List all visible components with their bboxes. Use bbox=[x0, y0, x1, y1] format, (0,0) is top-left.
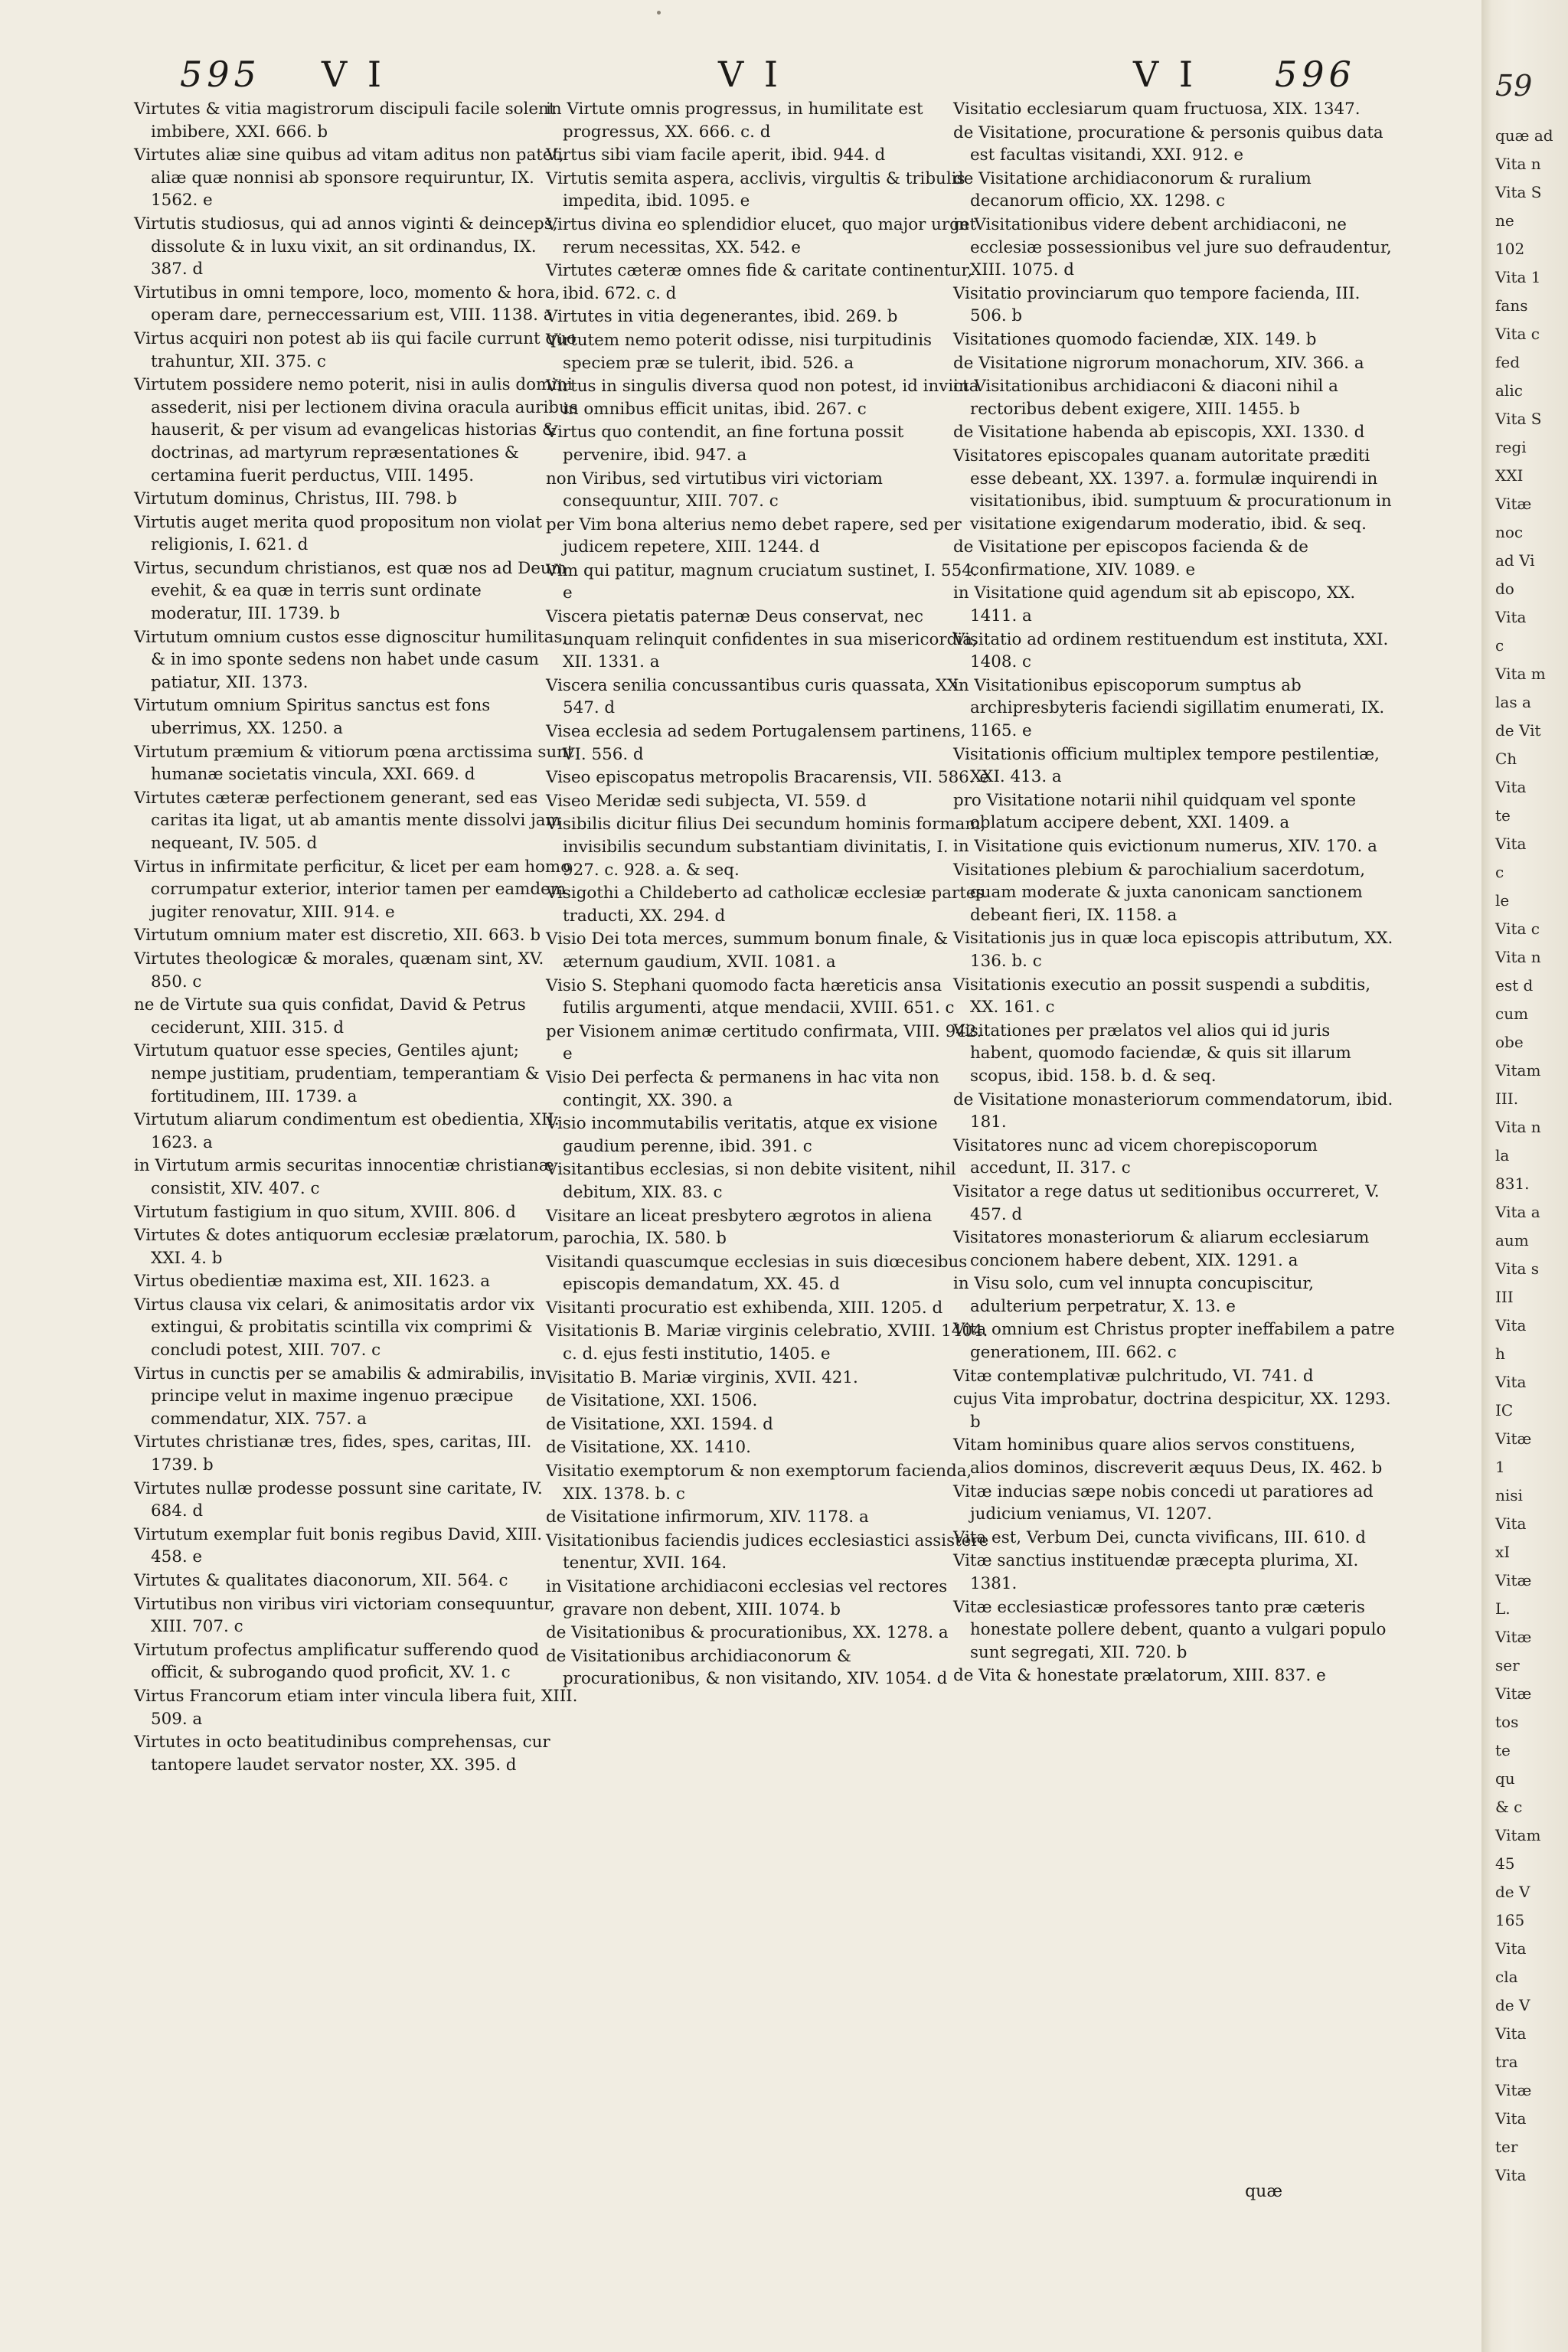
index-entry: in Visitationibus videre debent archidiaconi, ne ecclesiæ possessionibus vel jure suo defraudentur, XIII. 1075. d bbox=[953, 214, 1392, 280]
index-entry: non Viribus, sed virtutibus viri victoriam consequuntur, XIII. 707. c bbox=[546, 469, 883, 511]
index-entry: Visigothi a Childeberto ad catholicæ ecclesiæ partes traducti, XX. 294. d bbox=[546, 884, 985, 926]
index-entry: Visitatio B. Mariæ virginis, XVII. 421. bbox=[546, 1367, 858, 1387]
next-page-fragment: Vita s bbox=[1495, 1259, 1540, 1278]
next-page-fragment: Vitæ bbox=[1495, 1628, 1532, 1646]
index-entry: de Visitatione, procuratione & personis quibus data est facultas visitandi, XXI. 912. e bbox=[953, 122, 1383, 165]
index-entry: Virtutum omnium Spiritus sanctus est fons uberrimus, XX. 1250. a bbox=[134, 696, 491, 739]
index-entry: Virtutem nemo poterit odisse, nisi turpitudinis speciem præ se tulerit, ibid. 526. a bbox=[546, 330, 933, 373]
index-entry: Virtutes in vitia degenerantes, ibid. 269. b bbox=[546, 307, 898, 327]
index-entry: Viscera senilia concussantibus curis quassata, XX. 547. d bbox=[546, 675, 965, 718]
left-page-number: 595 bbox=[180, 54, 261, 95]
index-entry: Visitationes quomodo faciendæ, XIX. 149. b bbox=[953, 329, 1317, 349]
index-entry: Visitatores nunc ad vicem chorepiscoporum accedunt, II. 317. c bbox=[953, 1135, 1318, 1178]
next-page-number: 59 bbox=[1495, 69, 1533, 103]
index-entry: Virtutes in octo beatitudinibus comprehensas, cur tantopere laudet servator noster, XX. 395. d bbox=[134, 1733, 550, 1775]
next-page-fragment: noc bbox=[1495, 523, 1524, 541]
index-entry: Virtus Francorum etiam inter vincula libera fuit, XIII. 509. a bbox=[134, 1686, 578, 1729]
next-page-fragment: Vita c bbox=[1495, 325, 1540, 343]
next-page-fragment: 165 bbox=[1495, 1911, 1525, 1929]
index-entry: de Visitatione monasteriorum commendatorum, ibid. 181. bbox=[953, 1089, 1393, 1132]
next-page-fragment: Vita S bbox=[1495, 183, 1542, 201]
index-entry: in Visitatione quid agendum sit ab episcopo, XX. 1411. a bbox=[953, 583, 1356, 626]
next-page-fragment: Vita bbox=[1495, 2166, 1527, 2184]
index-entry: Visitationis jus in quæ loca episcopis attributum, XX. 136. b. c bbox=[953, 929, 1393, 971]
index-entry: Visitantibus ecclesias, si non debite visitent, nihil debitum, XIX. 83. c bbox=[546, 1160, 956, 1202]
index-entry: Virtutis semita aspera, acclivis, virgultis & tribulis impedita, ibid. 1095. e bbox=[546, 168, 965, 211]
next-page-fragment: Vita bbox=[1495, 1514, 1527, 1533]
next-page-fragment: Vita n bbox=[1495, 948, 1541, 966]
next-page-fragment: qu bbox=[1495, 1769, 1515, 1788]
index-entry: Virtutem possidere nemo poterit, nisi in aulis domini assederit, nisi per lectionem divina oracula auribus hauserit, & per visum ad evangelicas historias & doctrinas, ad martyrum repræsentationes & certamina fuerit perductus, VIII. 1495. bbox=[134, 375, 578, 485]
index-entry: Visitationibus faciendis judices ecclesiastici assistere tenentur, XVII. 164. bbox=[546, 1530, 989, 1573]
index-entry: de Visitatione infirmorum, XIV. 1178. a bbox=[546, 1508, 869, 1527]
next-page-fragment: III. bbox=[1495, 1089, 1519, 1108]
next-page-fragment: XXI bbox=[1495, 466, 1524, 485]
next-page-fragment: h bbox=[1495, 1344, 1505, 1363]
next-page-fragment: Vita bbox=[1495, 778, 1527, 796]
next-page-fragment: le bbox=[1495, 891, 1510, 910]
next-page-fragment: las a bbox=[1495, 693, 1531, 711]
next-page-fragment: te bbox=[1495, 1741, 1511, 1759]
middle-running-heading: V I bbox=[718, 54, 783, 95]
index-entry: Visitatio provinciarum quo tempore facienda, III. 506. b bbox=[953, 283, 1361, 326]
next-page-fragment: Vita bbox=[1495, 1373, 1527, 1391]
next-page-fragment: IC bbox=[1495, 1401, 1514, 1419]
index-entry: Virtus, secundum christianos, est quæ nos ad Deum evehit, & ea quæ in terris sunt ordinate moderatur, III. 1739. b bbox=[134, 558, 567, 624]
next-page-edge bbox=[1481, 0, 1568, 2352]
next-page-fragment: ter bbox=[1495, 2138, 1518, 2156]
index-entry: Virtutes & vitia magistrorum discipuli facile solent imbibere, XXI. 666. b bbox=[134, 100, 556, 142]
next-page-fragment: de V bbox=[1495, 1996, 1530, 2014]
index-entry: de Visitatione nigrorum monachorum, XIV. 366. a bbox=[953, 353, 1364, 373]
index-entry: Virtus in infirmitate perficitur, & licet per eam homo corrumpatur exterior, interior tamen per eamdem jugiter renovatur, XIII. 914. e bbox=[134, 857, 571, 922]
index-entry: Viseo Meridæ sedi subjecta, VI. 559. d bbox=[546, 791, 867, 811]
index-entry: in Visitationibus episcoporum sumptus ab archipresbyteris faciendi sigillatim enumerati, IX. 1165. e bbox=[953, 675, 1385, 741]
index-entry: Virtutum omnium mater est discretio, XII. 663. b bbox=[134, 926, 541, 946]
index-entry: Virtus clausa vix celari, & animositatis ardor vix extingui, & probitatis scintilla vix comprimi & concludi potest, XIII. 707. c bbox=[134, 1295, 535, 1361]
next-page-fragment: Vitam bbox=[1495, 1061, 1541, 1080]
next-page-fragment: 831. bbox=[1495, 1174, 1530, 1193]
next-page-fragment: ad Vi bbox=[1495, 551, 1535, 570]
next-page-fragment: Vita S bbox=[1495, 410, 1542, 428]
index-entry: Visitationis officium multiplex tempore pestilentiæ, XXI. 413. a bbox=[953, 744, 1380, 787]
index-entry: Visea ecclesia ad sedem Portugalensem partinens, VI. 556. d bbox=[546, 722, 966, 764]
index-entry: per Visionem animæ certitudo confirmata, VIII. 942. e bbox=[546, 1021, 982, 1064]
index-entry: Virtutum fastigium in quo situm, XVIII. 806. d bbox=[134, 1202, 516, 1222]
index-entry: Virtus in cunctis per se amabilis & admirabilis, in principe velut in maxime ingenuo præcipue commendatur, XIX. 757. a bbox=[134, 1364, 546, 1429]
index-entry: Virtutum dominus, Christus, III. 798. b bbox=[134, 489, 457, 509]
index-entry: Visio incommutabilis veritatis, atque ex visione gaudium perenne, ibid. 391. c bbox=[546, 1114, 938, 1156]
index-entry: Vitæ inducias sæpe nobis concedi ut paratiores ad judicium veniamus, VI. 1207. bbox=[953, 1481, 1374, 1524]
index-entry: Virtus in singulis diversa quod non potest, id invicta in omnibus efficit unitas, ibid. 267. c bbox=[546, 377, 979, 419]
next-page-fragment: alic bbox=[1495, 381, 1523, 400]
next-page-fragment: Vita n bbox=[1495, 155, 1541, 173]
index-entry: Vitæ ecclesiasticæ professores tanto præ cæteris honestate pollere debent, quanto a vulgari populo sunt segregati, XII. 720. b bbox=[953, 1597, 1387, 1662]
next-page-fragment: Vita m bbox=[1495, 665, 1546, 683]
index-entry: Virtutum quatuor esse species, Gentiles ajunt; nempe justitiam, prudentiam, temperantiam & fortitudinem, III. 1739. a bbox=[134, 1041, 540, 1106]
index-entry: Vim qui patitur, magnum cruciatum sustinet, I. 554. e bbox=[546, 560, 978, 603]
next-page-fragment: Vita 1 bbox=[1495, 268, 1541, 286]
index-entry: in Virtutum armis securitas innocentiæ christianæ consistit, XIV. 407. c bbox=[134, 1156, 554, 1198]
index-entry: de Visitatione archidiaconorum & ruralium decanorum officio, XX. 1298. c bbox=[953, 168, 1312, 211]
next-page-fragment: fed bbox=[1495, 353, 1521, 371]
index-entry: Visitanti procuratio est exhibenda, XIII. 1205. d bbox=[546, 1298, 943, 1318]
index-entry: pro Visitatione notarii nihil quidquam vel sponte oblatum accipere debent, XXI. 1409. a bbox=[953, 790, 1357, 833]
index-entry: Visitare an liceat presbytero ægrotos in aliena parochia, IX. 580. b bbox=[546, 1206, 933, 1249]
index-entry: in Visu solo, cum vel innupta concupiscitur, adulterium perpetratur, X. 13. e bbox=[953, 1274, 1315, 1316]
next-page-fragment: L. bbox=[1495, 1599, 1511, 1618]
index-entry: Visitatores monasteriorum & aliarum ecclesiarum concionem habere debent, XIX. 1291. a bbox=[953, 1228, 1370, 1270]
index-entry: Visitatio exemptorum & non exemptorum facienda, XIX. 1378. b. c bbox=[546, 1462, 972, 1504]
next-page-fragment: aum bbox=[1495, 1231, 1529, 1250]
next-page-fragment: 102 bbox=[1495, 240, 1525, 258]
index-entry: Virtutum profectus amplificatur sufferendo quod officit, & subrogando quod proficit, XV. 1. c bbox=[134, 1640, 539, 1683]
index-entry: Virtutis auget merita quod propositum non violat religionis, I. 621. d bbox=[134, 512, 542, 555]
index-entry: in Visitationibus archidiaconi & diaconi nihil a rectoribus debent exigere, XIII. 1455. b bbox=[953, 377, 1338, 419]
index-entry: Virtus sibi viam facile aperit, ibid. 944. d bbox=[546, 145, 886, 165]
next-page-fragment: Vitam bbox=[1495, 1826, 1541, 1844]
next-page-fragment: xI bbox=[1495, 1543, 1511, 1561]
right-running-heading: V I bbox=[1133, 54, 1198, 95]
next-page-fragment: cla bbox=[1495, 1968, 1518, 1986]
next-page-fragment: & c bbox=[1495, 1798, 1523, 1816]
next-page-fragment: Vitæ bbox=[1495, 495, 1532, 513]
index-entry: Visitationis B. Mariæ virginis celebratio, XVIII. 1404. c. d. ejus festi institutio, 1405. e bbox=[546, 1321, 988, 1364]
next-page-fragment: Vitæ bbox=[1495, 1571, 1532, 1589]
next-page-fragment: de V bbox=[1495, 1883, 1530, 1901]
index-entry: ne de Virtute sua quis confidat, David & Petrus ceciderunt, XIII. 315. d bbox=[134, 995, 526, 1037]
next-page-fragment: te bbox=[1495, 806, 1511, 825]
index-entry: Virtus obedientiæ maxima est, XII. 1623. a bbox=[134, 1272, 490, 1292]
index-entry: Virtutum aliarum condimentum est obedientia, XII. 1623. a bbox=[134, 1110, 560, 1152]
next-page-fragment: Vita n bbox=[1495, 1118, 1541, 1136]
index-entry: Visitationis executio an possit suspendi a subditis, XX. 161. c bbox=[953, 975, 1371, 1018]
next-page-fragment: ne bbox=[1495, 211, 1514, 230]
next-page-fragment: Vita bbox=[1495, 835, 1527, 853]
index-entry: Virtutum præmium & vitiorum pœna arctissima sunt humanæ societatis vincula, XXI. 669. d bbox=[134, 742, 574, 785]
next-page-fragment: regi bbox=[1495, 438, 1527, 456]
index-entry: Virtutes cæteræ perfectionem generant, sed eas caritas ita ligat, ut ab amantis mente dissolvi jam nequeant, IV. 505. d bbox=[134, 788, 561, 853]
index-entry: Visitator a rege datus ut seditionibus occurreret, V. 457. d bbox=[953, 1181, 1380, 1224]
index-entry: Virtutibus non viribus viri victoriam consequuntur, XIII. 707. c bbox=[134, 1594, 556, 1637]
index-entry: in Visitatione archidiaconi ecclesias vel rectores gravare non debent, XIII. 1074. b bbox=[546, 1577, 948, 1619]
index-column-left bbox=[134, 98, 578, 1777]
index-entry: de Vita & honestate prælatorum, XIII. 837. e bbox=[953, 1666, 1326, 1686]
right-page-number: 596 bbox=[1275, 54, 1356, 95]
next-page-fragment: tos bbox=[1495, 1713, 1519, 1731]
index-entry: Virtutes & qualitates diaconorum, XII. 564. c bbox=[134, 1571, 508, 1590]
index-entry: Visio Dei perfecta & permanens in hac vita non contingit, XX. 390. a bbox=[546, 1067, 939, 1110]
index-entry: Virtus acquiri non potest ab iis qui facile currunt quo trahuntur, XII. 375. c bbox=[134, 328, 577, 371]
next-page-fragment: nisi bbox=[1495, 1486, 1523, 1504]
index-entry: de Visitationibus archidiaconorum & procurationibus, & non visitando, XIV. 1054. d bbox=[546, 1646, 948, 1689]
next-page-fragment: c bbox=[1495, 636, 1504, 655]
next-page-fragment: Vita a bbox=[1495, 1203, 1540, 1221]
next-page-fragment: Vitæ bbox=[1495, 1684, 1532, 1703]
index-column-middle bbox=[546, 98, 990, 1691]
index-entry: Vita est, Verbum Dei, cuncta vivificans, III. 610. d bbox=[953, 1527, 1366, 1547]
next-page-fragment: 45 bbox=[1495, 1854, 1515, 1873]
index-entry: Virtutibus in omni tempore, loco, momento & hora, operam dare, perneccessarium est, VIII. 1138. a bbox=[134, 283, 560, 325]
next-page-fragment: Vita bbox=[1495, 2024, 1527, 2043]
next-page-fragment: quæ ad bbox=[1495, 126, 1553, 145]
index-entry: Vita omnium est Christus propter ineffabilem a patre generationem, III. 662. c bbox=[953, 1320, 1395, 1363]
index-entry: in Visitatione quis evictionum numerus, XIV. 170. a bbox=[953, 837, 1377, 856]
index-entry: Visitatores episcopales quanam autoritate præditi esse debeant, XX. 1397. a. formulæ inquirendi in visitationibus, ibid. sumptuum & procurationum in visitatione exigendarum moderatio, ibid. & seq. bbox=[953, 446, 1392, 534]
next-page-fragment: la bbox=[1495, 1146, 1510, 1165]
next-page-fragment: do bbox=[1495, 580, 1514, 598]
index-entry: cujus Vita improbatur, doctrina despicitur, XX. 1293. b bbox=[953, 1390, 1391, 1432]
index-entry: Visio S. Stephani quomodo facta hæreticis ansa futilis argumenti, atque mendacii, XVIII. 651. c bbox=[546, 975, 955, 1018]
index-entry: Virtutes nullæ prodesse possunt sine caritate, IV. 684. d bbox=[134, 1478, 543, 1521]
left-running-heading: V I bbox=[322, 54, 387, 95]
index-entry: Virtutes & dotes antiquorum ecclesiæ prælatorum, XXI. 4. b bbox=[134, 1226, 560, 1268]
next-page-fragment: Vita c bbox=[1495, 920, 1540, 938]
next-page-fragment: 1 bbox=[1495, 1458, 1505, 1476]
next-page-fragment: Vita bbox=[1495, 2109, 1527, 2128]
index-entry: Virtutes theologicæ & morales, quænam sint, XV. 850. c bbox=[134, 949, 544, 991]
next-page-fragment: III bbox=[1495, 1288, 1514, 1306]
next-page-fragment: Vita bbox=[1495, 1939, 1527, 1958]
index-entry: Viseo episcopatus metropolis Bracarensis, VII. 586. e bbox=[546, 768, 990, 788]
index-entry: Vitæ contemplativæ pulchritudo, VI. 741. d bbox=[953, 1366, 1314, 1386]
next-page-fragment: Vitæ bbox=[1495, 1429, 1532, 1448]
next-page-fragment: est d bbox=[1495, 976, 1534, 995]
index-entry: Visitationes plebium & parochialium sacerdotum, quam moderate & juxta canonicam sanctionem debeant fieri, IX. 1158. a bbox=[953, 860, 1366, 925]
index-entry: in Virtute omnis progressus, in humilitate est progressus, XX. 666. c. d bbox=[546, 100, 923, 142]
index-entry: Vitam hominibus quare alios servos constituens, alios dominos, discreverit æquus Deus, IX. 462. b bbox=[953, 1436, 1383, 1478]
next-page-fragment: tra bbox=[1495, 2053, 1518, 2071]
index-entry: Virtus divina eo splendidior elucet, quo major urget rerum necessitas, XX. 542. e bbox=[546, 214, 977, 257]
index-entry: Vitæ sanctius instituendæ præcepta plurima, XI. 1381. bbox=[953, 1551, 1359, 1593]
index-entry: Visibilis dicitur filius Dei secundum hominis formam, invisibilis secundum substantiam divinitatis, I. 927. c. 928. a. & seq. bbox=[546, 815, 986, 880]
index-entry: Visitationes per prælatos vel alios qui id juris habent, quomodo faciendæ, & quis sit illarum scopus, ibid. 158. b. d. & seq. bbox=[953, 1021, 1351, 1086]
index-entry: Virtutis studiosus, qui ad annos viginti & deinceps, dissolute & in luxu vixit, an sit ordinandus, IX. 387. d bbox=[134, 214, 558, 279]
index-entry: Visio Dei tota merces, summum bonum finale, & æternum gaudium, XVII. 1081. a bbox=[546, 929, 949, 972]
index-entry: Virtus quo contendit, an fine fortuna possit pervenire, ibid. 947. a bbox=[546, 423, 904, 465]
index-column-right bbox=[953, 98, 1397, 1688]
index-entry: de Visitatione, XX. 1410. bbox=[546, 1438, 751, 1458]
index-entry: Virtutum omnium custos esse dignoscitur humilitas, & in imo sponte sedens non habet unde casum patiatur, XII. 1373. bbox=[134, 627, 568, 692]
next-page-fragment: Vitæ bbox=[1495, 2081, 1532, 2099]
catchword: quæ bbox=[1245, 2182, 1282, 2201]
next-page-fragment: cum bbox=[1495, 1004, 1529, 1023]
next-page-fragment: c bbox=[1495, 863, 1504, 881]
index-entry: de Visitatione, XXI. 1594. d bbox=[546, 1414, 773, 1434]
next-page-fragment: de Vit bbox=[1495, 721, 1541, 740]
index-entry: Virtutes christianæ tres, fides, spes, caritas, III. 1739. b bbox=[134, 1432, 532, 1475]
index-entry: de Visitationibus & procurationibus, XX. 1278. a bbox=[546, 1623, 949, 1643]
index-entry: Virtutes cæteræ omnes fide & caritate continentur, ibid. 672. c. d bbox=[546, 261, 973, 303]
index-entry: Virtutes aliæ sine quibus ad vitam aditus non patet, aliæ quæ nonnisi ab sponsore requiruntur, IX. 1562. e bbox=[134, 145, 564, 211]
index-entry: de Visitatione habenda ab episcopis, XXI. 1330. d bbox=[953, 423, 1365, 443]
index-entry: Viscera pietatis paternæ Deus conservat, nec unquam relinquit confidentes in sua misericordia, XII. 1331. a bbox=[546, 607, 978, 672]
next-page-fragment: fans bbox=[1495, 296, 1528, 315]
next-page-fragment: Vita bbox=[1495, 1316, 1527, 1334]
next-page-fragment: ser bbox=[1495, 1656, 1520, 1674]
index-entry: Visitatio ecclesiarum quam fructuosa, XIX. 1347. bbox=[953, 100, 1361, 119]
index-entry: Visitatio ad ordinem restituendum est instituta, XXI. 1408. c bbox=[953, 629, 1389, 672]
next-page-fragment: obe bbox=[1495, 1033, 1524, 1051]
index-entry: Visitandi quascumque ecclesias in suis diœcesibus episcopis demandatum, XX. 45. d bbox=[546, 1252, 968, 1295]
index-entry: per Vim bona alterius nemo debet rapere, sed per judicem repetere, XIII. 1244. d bbox=[546, 514, 962, 557]
page-speck bbox=[657, 11, 661, 15]
next-page-fragment: Ch bbox=[1495, 750, 1517, 768]
next-page-fragment: Vita bbox=[1495, 608, 1527, 626]
index-entry: Virtutum exemplar fuit bonis regibus David, XIII. 458. e bbox=[134, 1524, 543, 1567]
index-entry: de Visitatione per episcopos facienda & de confirmatione, XIV. 1089. e bbox=[953, 537, 1308, 580]
index-entry: de Visitatione, XXI. 1506. bbox=[546, 1391, 758, 1411]
